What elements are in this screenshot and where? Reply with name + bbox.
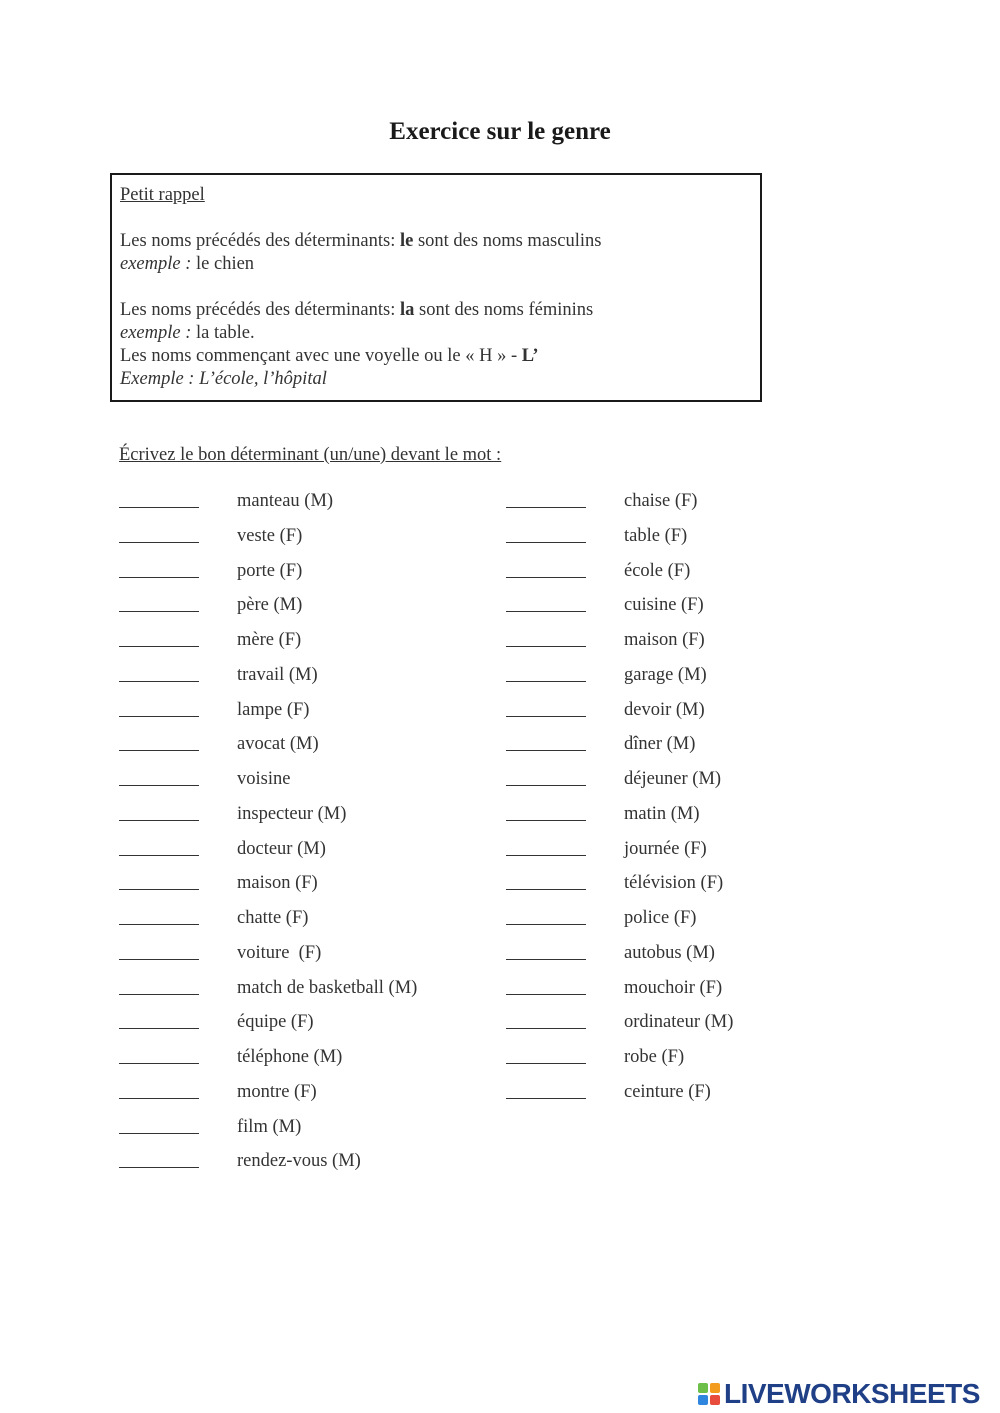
answer-blank[interactable] bbox=[119, 1117, 199, 1134]
answer-blank[interactable] bbox=[506, 491, 586, 508]
noun-label: police (F) bbox=[624, 908, 697, 928]
answer-blank[interactable] bbox=[119, 491, 199, 508]
noun-label: porte (F) bbox=[237, 560, 303, 581]
noun-label: robe (F) bbox=[624, 1047, 685, 1067]
noun-label: autobus (M) bbox=[624, 942, 715, 963]
answer-blank[interactable] bbox=[506, 561, 586, 578]
answer-blank[interactable] bbox=[506, 839, 586, 856]
noun-label: voisine bbox=[237, 769, 291, 789]
answer-blank[interactable] bbox=[506, 1047, 586, 1064]
answer-blank[interactable] bbox=[506, 526, 586, 543]
noun-label: inspecteur (M) bbox=[237, 803, 347, 824]
rule-masculine-text: Les noms précédés des déterminants: bbox=[120, 231, 400, 251]
noun-label: travail (M) bbox=[237, 664, 318, 685]
answer-blank[interactable] bbox=[506, 1082, 586, 1099]
noun-label: déjeuner (M) bbox=[624, 769, 722, 789]
noun-label: montre (F) bbox=[237, 1081, 317, 1102]
answer-blank[interactable] bbox=[119, 873, 199, 890]
rule-feminine-determiner: la bbox=[399, 300, 415, 320]
rule-vowel-text: Les noms commençant avec une voyelle ou le « H » - bbox=[120, 346, 522, 366]
noun-label: mouchoir (F) bbox=[624, 977, 723, 998]
rule-masculine bbox=[120, 230, 752, 253]
noun-label: ceinture (F) bbox=[624, 1081, 711, 1102]
answer-blank[interactable] bbox=[506, 769, 586, 786]
example-text: le chien bbox=[191, 254, 255, 274]
rule-masculine-determiner: le bbox=[399, 231, 414, 251]
answer-blank[interactable] bbox=[506, 1012, 586, 1029]
noun-label: télévision (F) bbox=[624, 873, 724, 894]
example-label: exemple : bbox=[120, 323, 192, 343]
noun-label: manteau (M) bbox=[237, 491, 334, 511]
answer-blank[interactable] bbox=[119, 595, 199, 612]
answer-blank[interactable] bbox=[119, 561, 199, 578]
liveworksheets-logo-icon bbox=[697, 1382, 721, 1406]
exercise-instruction: Écrivez le bon déterminant (un/une) devant le mot : bbox=[119, 445, 502, 465]
rule-vowel-determiner: L’ bbox=[521, 346, 539, 366]
answer-blank[interactable] bbox=[506, 908, 586, 925]
noun-label: mère (F) bbox=[237, 630, 302, 650]
example-masculine bbox=[120, 253, 752, 276]
noun-label: lampe (F) bbox=[237, 699, 310, 720]
noun-label: docteur (M) bbox=[237, 838, 326, 859]
noun-label: rendez-vous (M) bbox=[237, 1151, 361, 1172]
answer-blank[interactable] bbox=[119, 839, 199, 856]
noun-label: avocat (M) bbox=[237, 734, 319, 755]
answer-blank[interactable] bbox=[119, 1047, 199, 1064]
answer-blank[interactable] bbox=[119, 978, 199, 995]
answer-blank[interactable] bbox=[506, 734, 586, 751]
noun-label: matin (M) bbox=[624, 803, 700, 824]
noun-label: père (M) bbox=[237, 595, 303, 616]
answer-blank[interactable] bbox=[119, 734, 199, 751]
example-label: exemple : bbox=[120, 254, 192, 274]
logo-text: LIVEWORKSHEETS bbox=[724, 1378, 980, 1409]
answer-blank[interactable] bbox=[119, 1012, 199, 1029]
noun-label: cuisine (F) bbox=[624, 595, 704, 616]
example-feminine bbox=[120, 322, 752, 345]
rule-feminine-tail: sont des noms féminins bbox=[414, 300, 594, 320]
noun-label: veste (F) bbox=[237, 525, 303, 546]
noun-label: dîner (M) bbox=[624, 734, 696, 755]
noun-label: maison (F) bbox=[624, 630, 705, 650]
answer-blank[interactable] bbox=[506, 700, 586, 717]
answer-blank[interactable] bbox=[119, 630, 199, 647]
reminder-heading: Petit rappel bbox=[120, 185, 205, 205]
noun-label: devoir (M) bbox=[624, 699, 705, 720]
reminder-box bbox=[110, 173, 762, 402]
noun-label: garage (M) bbox=[624, 664, 707, 685]
answer-blank[interactable] bbox=[506, 595, 586, 612]
answer-blank[interactable] bbox=[119, 526, 199, 543]
noun-label: journée (F) bbox=[624, 838, 707, 859]
noun-label: chatte (F) bbox=[237, 908, 309, 928]
answer-blank[interactable] bbox=[506, 630, 586, 647]
answer-blank[interactable] bbox=[119, 804, 199, 821]
noun-label: équipe (F) bbox=[237, 1012, 314, 1033]
rule-vowel bbox=[120, 345, 752, 368]
answer-blank[interactable] bbox=[506, 804, 586, 821]
noun-label: table (F) bbox=[624, 525, 688, 546]
noun-label: école (F) bbox=[624, 560, 691, 581]
answer-blank[interactable] bbox=[506, 873, 586, 890]
noun-label: ordinateur (M) bbox=[624, 1012, 734, 1033]
answer-blank[interactable] bbox=[506, 978, 586, 995]
page-title: Exercice sur le genre bbox=[389, 118, 611, 145]
noun-label: téléphone (M) bbox=[237, 1047, 343, 1067]
rule-feminine-text: Les noms précédés des déterminants: bbox=[120, 300, 400, 320]
rule-masculine-tail: sont des noms masculins bbox=[413, 231, 602, 251]
noun-label: film (M) bbox=[237, 1116, 302, 1137]
answer-blank[interactable] bbox=[119, 700, 199, 717]
answer-blank[interactable] bbox=[119, 1151, 199, 1168]
rule-feminine bbox=[120, 299, 752, 322]
answer-blank[interactable] bbox=[119, 943, 199, 960]
answer-blank[interactable] bbox=[119, 665, 199, 682]
answer-blank[interactable] bbox=[119, 1082, 199, 1099]
example-text: la table. bbox=[191, 323, 255, 343]
noun-label: voiture (F) bbox=[237, 942, 322, 963]
answer-blank[interactable] bbox=[506, 943, 586, 960]
noun-label: maison (F) bbox=[237, 873, 318, 894]
noun-label: chaise (F) bbox=[624, 491, 698, 511]
answer-blank[interactable] bbox=[506, 665, 586, 682]
liveworksheets-logo bbox=[697, 1378, 993, 1410]
answer-blank[interactable] bbox=[119, 908, 199, 925]
noun-label: match de basketball (M) bbox=[237, 977, 418, 998]
example-vowel: Exemple : L’école, l’hôpital bbox=[120, 369, 327, 389]
answer-blank[interactable] bbox=[119, 769, 199, 786]
